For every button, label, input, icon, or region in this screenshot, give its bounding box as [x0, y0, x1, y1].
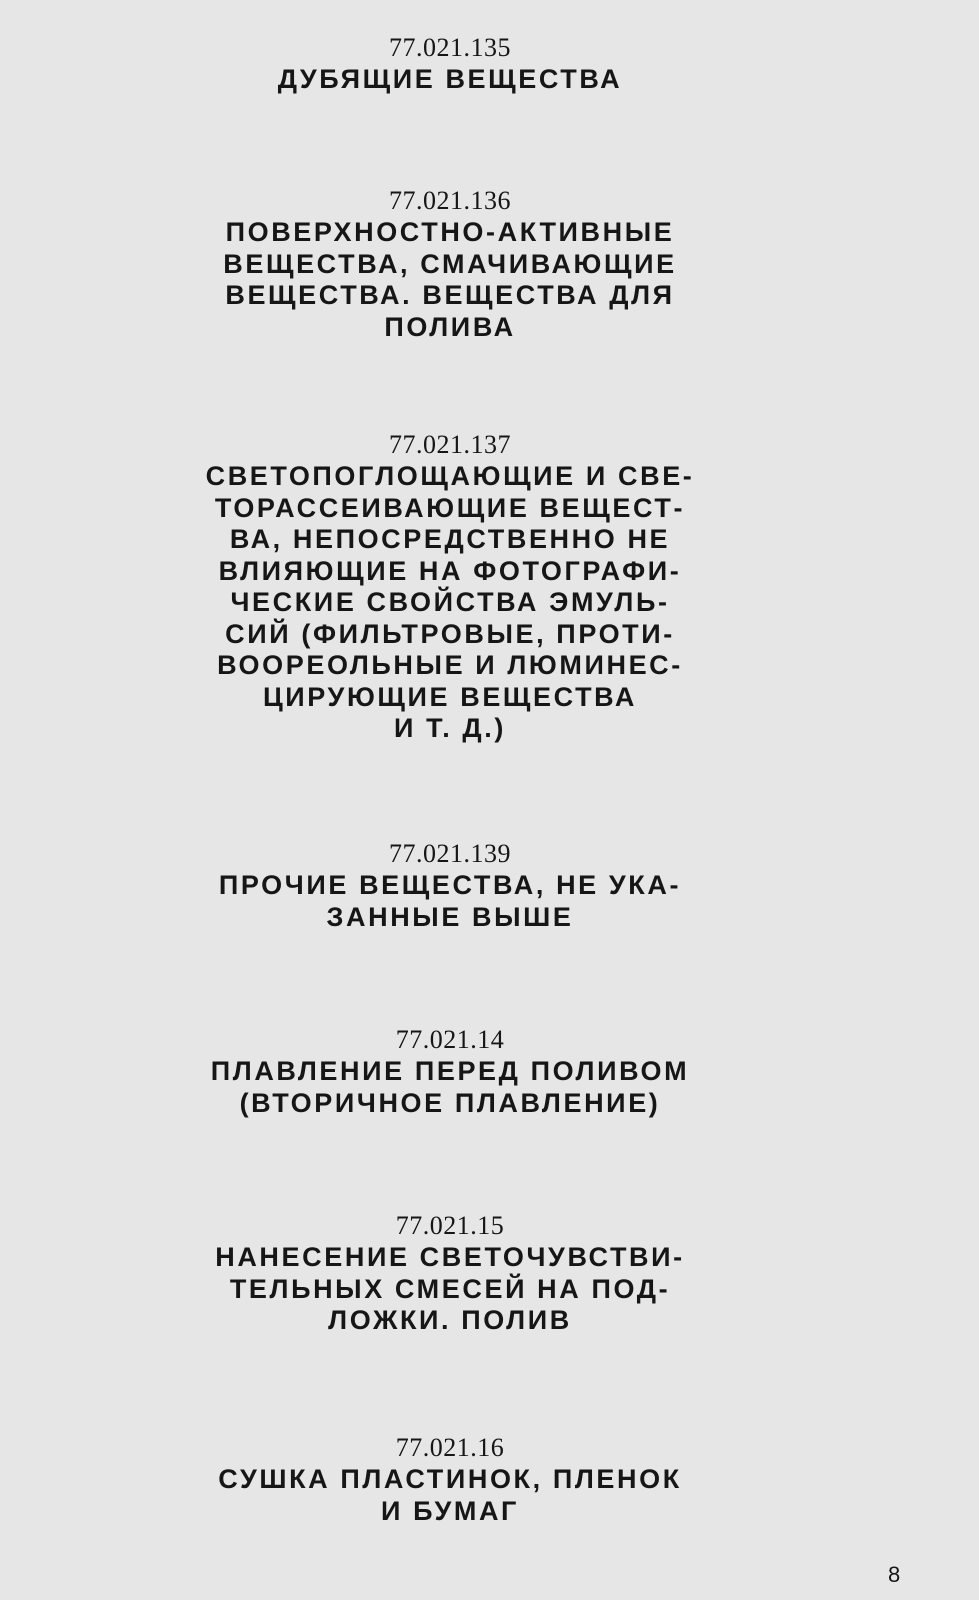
entry-77-021-15 — [0, 1210, 900, 1337]
entry-title-line: НАНЕСЕНИЕ СВЕТОЧУВСТВИ- — [215, 1242, 685, 1272]
entry-title-line: СУШКА ПЛАСТИНОК, ПЛЕНОК — [218, 1464, 682, 1494]
entry-77-021-16 — [0, 1432, 900, 1527]
entry-title-line: СИЙ (ФИЛЬТРОВЫЕ, ПРОТИ- — [225, 618, 675, 649]
entry-title-line: ВООРЕОЛЬНЫЕ И ЛЮМИНЕС- — [217, 650, 683, 680]
entry-title-line: ВА, НЕПОСРЕДСТВЕННО НЕ — [229, 524, 671, 554]
entry-77-021-135 — [0, 32, 900, 96]
entry-code: 77.021.135 — [389, 33, 511, 62]
entry-code: 77.021.139 — [389, 839, 511, 868]
entry-code: 77.021.137 — [389, 430, 511, 459]
entry-title-line: ПОЛИВА — [384, 311, 516, 342]
entry-77-021-14 — [0, 1024, 900, 1119]
entry-title-line: ПРОЧИЕ ВЕЩЕСТВА, НЕ УКА- — [218, 870, 682, 900]
entry-77-021-139 — [0, 838, 900, 933]
entry-title-line: ЦИРУЮЩИЕ ВЕЩЕСТВА — [262, 681, 638, 712]
entry-title-line: ТОРАССЕИВАЮЩИЕ ВЕЩЕСТ- — [214, 492, 686, 523]
entry-77-021-137 — [0, 429, 900, 745]
entry-title-line: ЧЕСКИЕ СВОЙСТВА ЭМУЛЬ- — [230, 587, 670, 617]
page-number: 8 — [888, 1562, 901, 1587]
entry-code: 77.021.15 — [395, 1211, 505, 1240]
entry-title-line: СВЕТОПОГЛОЩАЮЩИЕ И СВЕ- — [205, 461, 695, 491]
entry-title-line: ВЕЩЕСТВА, СМАЧИВАЮЩИЕ — [223, 248, 677, 279]
entry-77-021-136 — [0, 185, 900, 343]
entry-title-line: ПЛАВЛЕНИЕ ПЕРЕД ПОЛИВОМ — [210, 1056, 690, 1086]
entry-title-line: И БУМАГ — [381, 1495, 519, 1526]
entry-title-line: ВЕЩЕСТВА. ВЕЩЕСТВА ДЛЯ — [225, 280, 675, 310]
entry-title-line: ПОВЕРХНОСТНО-АКТИВНЫЕ — [225, 217, 675, 247]
entry-title-line: ЗАННЫЕ ВЫШЕ — [326, 901, 574, 932]
entry-title-line: ВЛИЯЮЩИЕ НА ФОТОГРАФИ- — [218, 555, 682, 586]
entry-title-line: ТЕЛЬНЫХ СМЕСЕЙ НА ПОД- — [229, 1273, 671, 1304]
entry-title-line: И Т. Д.) — [394, 713, 506, 743]
entry-title-line: ЛОЖКИ. ПОЛИВ — [328, 1305, 572, 1335]
entry-code: 77.021.16 — [395, 1433, 505, 1462]
entry-title-line: ДУБЯЩИЕ ВЕЩЕСТВА — [277, 64, 623, 94]
entry-title-line: (ВТОРИЧНОЕ ПЛАВЛЕНИЕ) — [239, 1087, 661, 1118]
entry-code: 77.021.14 — [395, 1025, 505, 1054]
entry-code: 77.021.136 — [389, 186, 511, 215]
